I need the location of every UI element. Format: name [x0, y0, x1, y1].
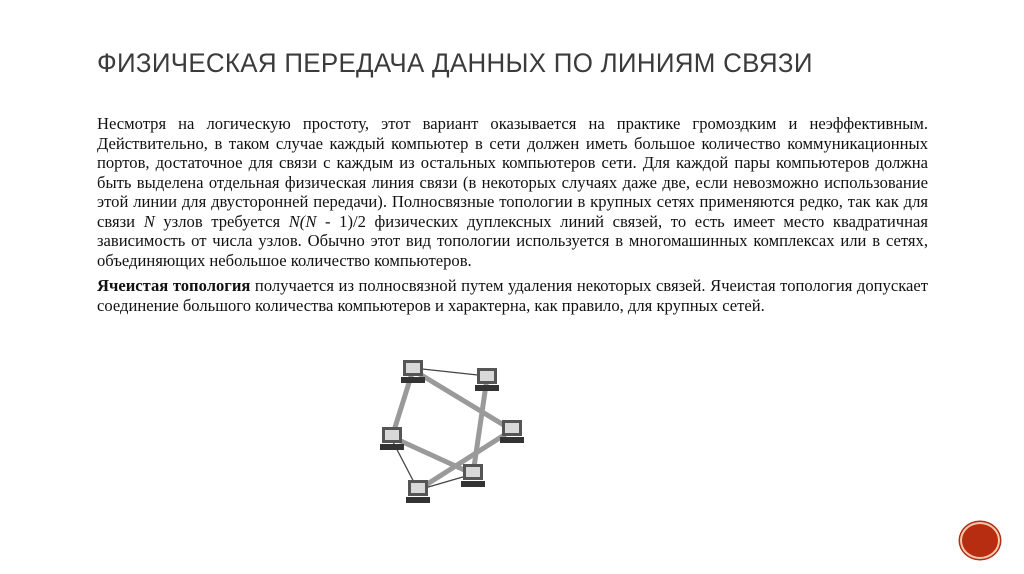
paragraph-mesh	[97, 276, 928, 315]
text-segment: получается из полносвязной путем удаления некоторых связей. Ячеистая топология допускает соединение большого количества компьютеров и характерна, как правило, для крупных сетей.	[97, 276, 928, 315]
text-segment: - 1)/2 физических дуплексных линий связей, то есть имеет место квадратичная зависимость от числа узлов. Обычно этот вид топологии используется в многомашинных комплексах или в сетях, объединяющих небольшое количество компьютеров.	[97, 211, 928, 270]
italic-formula: N(N	[288, 211, 317, 231]
computer-icon	[380, 427, 404, 450]
term-mesh-topology: Ячеистая топология	[97, 276, 251, 295]
italic-n: N	[143, 211, 155, 231]
computer-icon	[461, 464, 485, 487]
slide-nav-button[interactable]	[960, 522, 1000, 559]
computer-icon	[406, 480, 430, 503]
computer-icon	[475, 368, 499, 391]
text-segment: Несмотря на логическую простоту, этот вариант оказывается на практике громоздким и неэффективным. Действительно, в таком случае каждый компьютер в сети должен иметь большое количество коммуникационных портов, достаточное для связи с каждым из остальных компьютеров сети. Для каждой пары компьютеров должна быть выделена отдельная физическая линия связи (в некоторых случаях даже две, если невозможно использование этой линии для двусторонней передачи). Полносвязные топологии в крупных сетях применяются редко, так как для связи	[97, 114, 928, 231]
computer-icon	[500, 420, 524, 443]
mesh-topology-diagram	[370, 352, 550, 512]
slide-body	[97, 114, 928, 321]
computer-nodes	[380, 360, 524, 503]
slide-title: ФИЗИЧЕСКАЯ ПЕРЕДАЧА ДАННЫХ ПО ЛИНИЯМ СВЯЗИ	[97, 48, 813, 78]
text-segment: узлов требуется	[154, 211, 289, 231]
paragraph-full-mesh	[97, 114, 928, 270]
computer-icon	[401, 360, 425, 383]
